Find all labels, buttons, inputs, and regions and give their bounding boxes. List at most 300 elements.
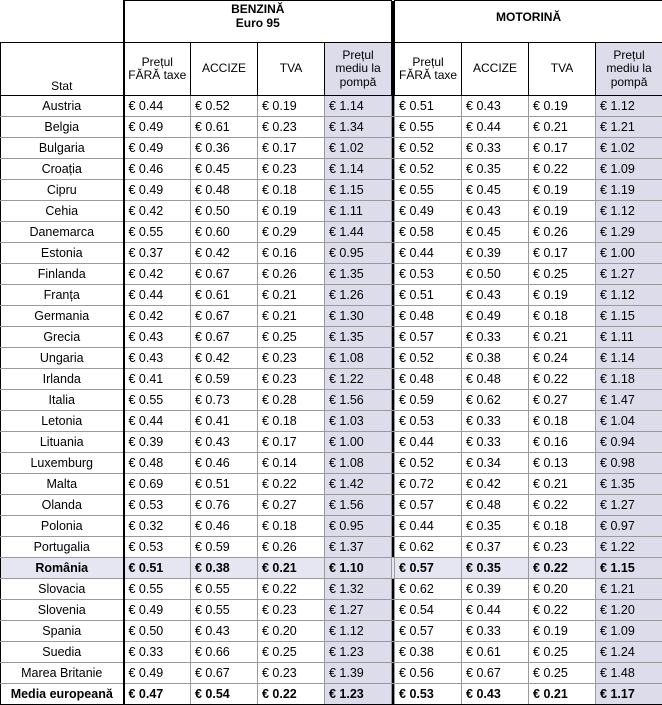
header-line: pompă [325, 76, 391, 90]
benzina-pret-mediu-cell: € 1.10 [325, 558, 392, 579]
benzina-tva-cell: € 0.23 [258, 159, 325, 180]
benzina-pret-mediu-cell: € 1.11 [325, 201, 392, 222]
motorina-pret-fara-taxe-cell: € 0.49 [395, 201, 462, 222]
benzina-accize-cell: € 0.42 [191, 243, 258, 264]
motorina-tva-cell: € 0.21 [529, 684, 596, 705]
country-name: Malta [1, 474, 124, 495]
motorina-pret-mediu-cell: € 1.24 [596, 642, 662, 663]
motorina-pret-fara-taxe-cell: € 0.52 [395, 138, 462, 159]
benzina-tva-cell: € 0.25 [258, 642, 325, 663]
benzina-accize-cell: € 0.59 [191, 537, 258, 558]
benzina-pret-fara-taxe-cell: € 0.53 [124, 495, 191, 516]
motorina-accize-header: ACCIZE [462, 43, 529, 96]
motorina-tva-cell: € 0.19 [529, 285, 596, 306]
table-row [1, 516, 662, 537]
motorina-tva-cell: € 0.21 [529, 474, 596, 495]
motorina-accize-cell: € 0.43 [462, 201, 529, 222]
country-name: Letonia [1, 411, 124, 432]
country-name: Grecia [1, 327, 124, 348]
benzina-tva-cell: € 0.27 [258, 495, 325, 516]
benzina-pret-mediu-cell: € 1.00 [325, 432, 392, 453]
motorina-pret-fara-taxe-cell: € 0.59 [395, 390, 462, 411]
benzina-pret-fara-taxe-cell: € 0.44 [124, 411, 191, 432]
motorina-pret-fara-taxe-cell: € 0.44 [395, 432, 462, 453]
motorina-tva-cell: € 0.24 [529, 348, 596, 369]
benzina-pret-mediu-cell: € 1.02 [325, 138, 392, 159]
motorina-accize-cell: € 0.43 [462, 96, 529, 117]
motorina-tva-cell: € 0.21 [529, 117, 596, 138]
header-line: Prețul [325, 49, 391, 63]
motorina-pret-fara-taxe-cell: € 0.38 [395, 642, 462, 663]
motorina-accize-cell: € 0.48 [462, 369, 529, 390]
table-row [1, 264, 662, 285]
motorina-accize-cell: € 0.43 [462, 684, 529, 705]
country-name: Luxemburg [1, 453, 124, 474]
motorina-accize-cell: € 0.38 [462, 348, 529, 369]
motorina-pret-mediu-cell: € 0.97 [596, 516, 662, 537]
benzina-pret-mediu-cell: € 1.37 [325, 537, 392, 558]
benzina-tva-cell: € 0.28 [258, 390, 325, 411]
motorina-accize-cell: € 0.35 [462, 159, 529, 180]
benzina-pret-mediu-cell: € 1.39 [325, 663, 392, 684]
benzina-tva-cell: € 0.17 [258, 138, 325, 159]
motorina-tva-cell: € 0.25 [529, 264, 596, 285]
benzina-pret-fara-taxe-cell: € 0.49 [124, 180, 191, 201]
table-row [1, 138, 662, 159]
motorina-accize-cell: € 0.62 [462, 390, 529, 411]
benzina-pret-fara-taxe-cell: € 0.42 [124, 306, 191, 327]
benzina-accize-cell: € 0.67 [191, 264, 258, 285]
motorina-tva-cell: € 0.26 [529, 222, 596, 243]
motorina-accize-cell: € 0.35 [462, 516, 529, 537]
benzina-pret-fara-taxe-cell: € 0.44 [124, 96, 191, 117]
benzina-pret-mediu-cell: € 1.15 [325, 180, 392, 201]
benzina-pret-mediu-cell: € 1.35 [325, 264, 392, 285]
motorina-pret-fara-taxe-cell: € 0.53 [395, 411, 462, 432]
motorina-pret-mediu-cell: € 1.17 [596, 684, 662, 705]
motorina-tva-cell: € 0.22 [529, 600, 596, 621]
motorina-tva-cell: € 0.19 [529, 180, 596, 201]
header-line: pompă [596, 76, 662, 90]
benzina-pret-fara-taxe-cell: € 0.43 [124, 327, 191, 348]
country-name: Marea Britanie [1, 663, 124, 684]
benzina-accize-cell: € 0.36 [191, 138, 258, 159]
benzina-accize-cell: € 0.54 [191, 684, 258, 705]
table-row [1, 117, 662, 138]
table-row [1, 579, 662, 600]
header-line: FĂRĂ taxe [395, 69, 461, 83]
motorina-tva-cell: € 0.25 [529, 642, 596, 663]
benzina-pret-mediu-cell: € 1.26 [325, 285, 392, 306]
table-row [1, 306, 662, 327]
benzina-tva-cell: € 0.22 [258, 579, 325, 600]
motorina-pret-fara-taxe-cell: € 0.58 [395, 222, 462, 243]
benzina-pret-fara-taxe-cell: € 0.55 [124, 390, 191, 411]
benzina-title: BENZINĂ [125, 2, 392, 16]
motorina-tva-cell: € 0.22 [529, 159, 596, 180]
benzina-tva-cell: € 0.22 [258, 684, 325, 705]
table-body [1, 96, 662, 705]
table-row [1, 348, 662, 369]
motorina-pret-mediu-cell: € 1.29 [596, 222, 662, 243]
motorina-tva-cell: € 0.18 [529, 411, 596, 432]
benzina-accize-cell: € 0.55 [191, 579, 258, 600]
benzina-tva-cell: € 0.23 [258, 663, 325, 684]
motorina-tva-cell: € 0.20 [529, 579, 596, 600]
motorina-tva-cell: € 0.19 [529, 96, 596, 117]
motorina-pret-fara-taxe-cell: € 0.54 [395, 600, 462, 621]
benzina-pret-mediu-cell: € 1.42 [325, 474, 392, 495]
benzina-pret-fara-taxe-cell: € 0.43 [124, 348, 191, 369]
benzina-tva-cell: € 0.18 [258, 411, 325, 432]
benzina-tva-cell: € 0.21 [258, 558, 325, 579]
motorina-accize-cell: € 0.44 [462, 600, 529, 621]
benzina-pret-mediu-cell: € 1.35 [325, 327, 392, 348]
motorina-pret-fara-taxe-header [395, 43, 462, 96]
benzina-accize-cell: € 0.48 [191, 180, 258, 201]
motorina-pret-fara-taxe-cell: € 0.72 [395, 474, 462, 495]
table-row [1, 495, 662, 516]
table-row [1, 474, 662, 495]
country-name: Lituania [1, 432, 124, 453]
country-name: Estonia [1, 243, 124, 264]
table-row [1, 663, 662, 684]
empty-corner [1, 1, 124, 43]
benzina-pret-mediu-cell: € 1.08 [325, 453, 392, 474]
motorina-accize-cell: € 0.50 [462, 264, 529, 285]
country-name: Slovenia [1, 600, 124, 621]
benzina-tva-cell: € 0.26 [258, 264, 325, 285]
motorina-tva-cell: € 0.22 [529, 558, 596, 579]
motorina-tva-cell: € 0.17 [529, 138, 596, 159]
benzina-accize-cell: € 0.41 [191, 411, 258, 432]
motorina-pret-fara-taxe-cell: € 0.62 [395, 579, 462, 600]
motorina-pret-fara-taxe-cell: € 0.48 [395, 369, 462, 390]
motorina-title: MOTORINĂ [395, 10, 662, 24]
motorina-accize-cell: € 0.33 [462, 621, 529, 642]
motorina-pret-fara-taxe-cell: € 0.51 [395, 96, 462, 117]
header-line: mediu la [325, 62, 391, 76]
table-row [1, 600, 662, 621]
motorina-pret-fara-taxe-cell: € 0.52 [395, 348, 462, 369]
benzina-tva-cell: € 0.18 [258, 180, 325, 201]
benzina-pret-fara-taxe-cell: € 0.33 [124, 642, 191, 663]
benzina-accize-cell: € 0.67 [191, 306, 258, 327]
benzina-accize-cell: € 0.38 [191, 558, 258, 579]
benzina-accize-cell: € 0.42 [191, 348, 258, 369]
benzina-tva-cell: € 0.21 [258, 285, 325, 306]
header-line: Prețul [395, 56, 461, 70]
table-row [1, 201, 662, 222]
table-row [1, 180, 662, 201]
benzina-accize-cell: € 0.50 [191, 201, 258, 222]
benzina-tva-cell: € 0.17 [258, 432, 325, 453]
header-line: Prețul [596, 49, 662, 63]
benzina-pret-fara-taxe-cell: € 0.49 [124, 663, 191, 684]
benzina-pret-mediu-cell: € 1.22 [325, 369, 392, 390]
motorina-pret-fara-taxe-cell: € 0.48 [395, 306, 462, 327]
motorina-accize-cell: € 0.35 [462, 558, 529, 579]
benzina-accize-cell: € 0.51 [191, 474, 258, 495]
benzina-tva-cell: € 0.19 [258, 96, 325, 117]
motorina-pret-fara-taxe-cell: € 0.57 [395, 495, 462, 516]
motorina-group-header [395, 1, 662, 43]
motorina-accize-cell: € 0.33 [462, 138, 529, 159]
benzina-pret-mediu-cell: € 1.27 [325, 600, 392, 621]
benzina-accize-cell: € 0.60 [191, 222, 258, 243]
motorina-tva-cell: € 0.16 [529, 432, 596, 453]
benzina-pret-mediu-cell: € 1.56 [325, 495, 392, 516]
benzina-accize-cell: € 0.43 [191, 621, 258, 642]
motorina-pret-mediu-cell: € 1.14 [596, 348, 662, 369]
motorina-tva-cell: € 0.22 [529, 495, 596, 516]
motorina-tva-cell: € 0.23 [529, 537, 596, 558]
benzina-pret-mediu-cell: € 1.44 [325, 222, 392, 243]
benzina-pret-fara-taxe-cell: € 0.69 [124, 474, 191, 495]
table-row [1, 411, 662, 432]
motorina-pret-mediu-cell: € 1.19 [596, 180, 662, 201]
benzina-tva-cell: € 0.22 [258, 474, 325, 495]
table-row [1, 621, 662, 642]
country-name: Austria [1, 96, 124, 117]
motorina-accize-cell: € 0.48 [462, 495, 529, 516]
table-row [1, 159, 662, 180]
motorina-pret-mediu-cell: € 0.94 [596, 432, 662, 453]
benzina-accize-cell: € 0.67 [191, 663, 258, 684]
motorina-pret-mediu-cell: € 1.12 [596, 96, 662, 117]
country-name: Suedia [1, 642, 124, 663]
country-name: Ungaria [1, 348, 124, 369]
table-row [1, 222, 662, 243]
benzina-accize-cell: € 0.43 [191, 432, 258, 453]
benzina-pret-fara-taxe-cell: € 0.49 [124, 600, 191, 621]
motorina-pret-fara-taxe-cell: € 0.44 [395, 516, 462, 537]
benzina-accize-cell: € 0.59 [191, 369, 258, 390]
benzina-pret-fara-taxe-header [124, 43, 191, 96]
country-name: România [1, 558, 124, 579]
benzina-tva-cell: € 0.23 [258, 348, 325, 369]
motorina-pret-fara-taxe-cell: € 0.57 [395, 327, 462, 348]
country-name: Bulgaria [1, 138, 124, 159]
benzina-tva-cell: € 0.25 [258, 327, 325, 348]
benzina-pret-mediu-cell: € 1.23 [325, 684, 392, 705]
motorina-pret-mediu-cell: € 1.22 [596, 537, 662, 558]
motorina-accize-cell: € 0.33 [462, 327, 529, 348]
table-row [1, 432, 662, 453]
motorina-pret-mediu-cell: € 1.11 [596, 327, 662, 348]
benzina-accize-cell: € 0.46 [191, 453, 258, 474]
motorina-pret-mediu-cell: € 1.27 [596, 495, 662, 516]
motorina-pret-fara-taxe-cell: € 0.52 [395, 453, 462, 474]
benzina-tva-cell: € 0.23 [258, 369, 325, 390]
benzina-accize-cell: € 0.52 [191, 96, 258, 117]
benzina-pret-mediu-cell: € 1.23 [325, 642, 392, 663]
benzina-pret-fara-taxe-cell: € 0.55 [124, 579, 191, 600]
motorina-accize-cell: € 0.33 [462, 432, 529, 453]
benzina-tva-cell: € 0.14 [258, 453, 325, 474]
benzina-pret-fara-taxe-cell: € 0.32 [124, 516, 191, 537]
motorina-tva-cell: € 0.22 [529, 369, 596, 390]
benzina-tva-cell: € 0.18 [258, 516, 325, 537]
motorina-pret-fara-taxe-cell: € 0.56 [395, 663, 462, 684]
benzina-tva-cell: € 0.19 [258, 201, 325, 222]
table-row [1, 327, 662, 348]
benzina-pret-mediu-cell: € 0.95 [325, 516, 392, 537]
motorina-accize-cell: € 0.43 [462, 285, 529, 306]
country-name: Portugalia [1, 537, 124, 558]
benzina-pret-mediu-cell: € 1.56 [325, 390, 392, 411]
benzina-pret-fara-taxe-cell: € 0.37 [124, 243, 191, 264]
country-name: Irlanda [1, 369, 124, 390]
benzina-pret-mediu-cell: € 1.14 [325, 159, 392, 180]
benzina-tva-cell: € 0.29 [258, 222, 325, 243]
country-name: Spania [1, 621, 124, 642]
motorina-pret-mediu-cell: € 1.21 [596, 117, 662, 138]
country-name: Slovacia [1, 579, 124, 600]
benzina-accize-cell: € 0.61 [191, 117, 258, 138]
motorina-tva-cell: € 0.27 [529, 390, 596, 411]
motorina-pret-mediu-cell: € 1.09 [596, 159, 662, 180]
benzina-pret-fara-taxe-cell: € 0.49 [124, 117, 191, 138]
table-row [1, 453, 662, 474]
motorina-pret-mediu-header [596, 43, 662, 96]
motorina-accize-cell: € 0.61 [462, 642, 529, 663]
table-row [1, 243, 662, 264]
benzina-group-header [124, 1, 392, 43]
country-name: Franța [1, 285, 124, 306]
header-line: mediu la [596, 62, 662, 76]
motorina-pret-fara-taxe-cell: € 0.44 [395, 243, 462, 264]
motorina-pret-mediu-cell: € 1.20 [596, 600, 662, 621]
benzina-pret-mediu-cell: € 1.32 [325, 579, 392, 600]
motorina-tva-cell: € 0.18 [529, 306, 596, 327]
benzina-pret-fara-taxe-cell: € 0.44 [124, 285, 191, 306]
benzina-pret-mediu-cell: € 1.12 [325, 621, 392, 642]
motorina-pret-mediu-cell: € 1.12 [596, 201, 662, 222]
motorina-pret-fara-taxe-cell: € 0.51 [395, 285, 462, 306]
motorina-tva-cell: € 0.19 [529, 621, 596, 642]
country-name: Belgia [1, 117, 124, 138]
motorina-accize-cell: € 0.33 [462, 411, 529, 432]
country-name: Italia [1, 390, 124, 411]
motorina-pret-fara-taxe-cell: € 0.57 [395, 621, 462, 642]
motorina-pret-mediu-cell: € 1.15 [596, 558, 662, 579]
motorina-accize-cell: € 0.67 [462, 663, 529, 684]
benzina-subtitle: Euro 95 [125, 16, 392, 30]
benzina-pret-mediu-cell: € 1.30 [325, 306, 392, 327]
motorina-tva-cell: € 0.19 [529, 201, 596, 222]
benzina-pret-fara-taxe-cell: € 0.47 [124, 684, 191, 705]
benzina-pret-fara-taxe-cell: € 0.42 [124, 201, 191, 222]
country-name: Cipru [1, 180, 124, 201]
motorina-accize-cell: € 0.49 [462, 306, 529, 327]
motorina-accize-cell: € 0.42 [462, 474, 529, 495]
motorina-tva-header: TVA [529, 43, 596, 96]
table-row [1, 285, 662, 306]
motorina-pret-mediu-cell: € 1.18 [596, 369, 662, 390]
benzina-pret-mediu-cell: € 0.95 [325, 243, 392, 264]
motorina-pret-mediu-cell: € 1.35 [596, 474, 662, 495]
table-row [1, 537, 662, 558]
motorina-pret-fara-taxe-cell: € 0.57 [395, 558, 462, 579]
motorina-accize-cell: € 0.34 [462, 453, 529, 474]
benzina-pret-mediu-cell: € 1.03 [325, 411, 392, 432]
benzina-accize-header: ACCIZE [191, 43, 258, 96]
benzina-tva-cell: € 0.26 [258, 537, 325, 558]
motorina-tva-cell: € 0.18 [529, 516, 596, 537]
header-line: FĂRĂ taxe [125, 69, 191, 83]
benzina-pret-mediu-cell: € 1.34 [325, 117, 392, 138]
country-name: Germania [1, 306, 124, 327]
table-row [1, 96, 662, 117]
motorina-pret-mediu-cell: € 1.04 [596, 411, 662, 432]
country-name: Finlanda [1, 264, 124, 285]
benzina-accize-cell: € 0.55 [191, 600, 258, 621]
benzina-accize-cell: € 0.66 [191, 642, 258, 663]
motorina-pret-mediu-cell: € 1.12 [596, 285, 662, 306]
highlighted-table-row [1, 558, 662, 579]
benzina-tva-cell: € 0.23 [258, 117, 325, 138]
motorina-pret-fara-taxe-cell: € 0.53 [395, 264, 462, 285]
motorina-accize-cell: € 0.44 [462, 117, 529, 138]
motorina-pret-fara-taxe-cell: € 0.55 [395, 117, 462, 138]
motorina-pret-mediu-cell: € 1.21 [596, 579, 662, 600]
motorina-accize-cell: € 0.45 [462, 180, 529, 201]
table-row [1, 642, 662, 663]
benzina-pret-fara-taxe-cell: € 0.49 [124, 138, 191, 159]
benzina-pret-fara-taxe-cell: € 0.50 [124, 621, 191, 642]
country-name: Polonia [1, 516, 124, 537]
motorina-accize-cell: € 0.37 [462, 537, 529, 558]
motorina-tva-cell: € 0.21 [529, 327, 596, 348]
benzina-pret-mediu-cell: € 1.08 [325, 348, 392, 369]
benzina-accize-cell: € 0.46 [191, 516, 258, 537]
benzina-accize-cell: € 0.61 [191, 285, 258, 306]
benzina-tva-cell: € 0.23 [258, 600, 325, 621]
benzina-accize-cell: € 0.67 [191, 327, 258, 348]
benzina-pret-fara-taxe-cell: € 0.53 [124, 537, 191, 558]
table-row [1, 390, 662, 411]
header-line: Prețul [125, 56, 191, 70]
motorina-pret-mediu-cell: € 1.00 [596, 243, 662, 264]
motorina-pret-fara-taxe-cell: € 0.55 [395, 180, 462, 201]
average-row [1, 684, 662, 705]
benzina-pret-fara-taxe-cell: € 0.55 [124, 222, 191, 243]
table-row [1, 369, 662, 390]
motorina-pret-mediu-cell: € 1.48 [596, 663, 662, 684]
benzina-tva-cell: € 0.20 [258, 621, 325, 642]
benzina-accize-cell: € 0.76 [191, 495, 258, 516]
benzina-tva-cell: € 0.21 [258, 306, 325, 327]
motorina-tva-cell: € 0.17 [529, 243, 596, 264]
country-name: Danemarca [1, 222, 124, 243]
motorina-pret-mediu-cell: € 1.27 [596, 264, 662, 285]
benzina-pret-fara-taxe-cell: € 0.48 [124, 453, 191, 474]
motorina-pret-fara-taxe-cell: € 0.62 [395, 537, 462, 558]
motorina-pret-mediu-cell: € 0.98 [596, 453, 662, 474]
motorina-pret-mediu-cell: € 1.09 [596, 621, 662, 642]
motorina-tva-cell: € 0.13 [529, 453, 596, 474]
country-name: Media europeană [1, 684, 124, 705]
motorina-pret-mediu-cell: € 1.47 [596, 390, 662, 411]
stat-column-header: Stat [1, 43, 124, 96]
motorina-tva-cell: € 0.25 [529, 663, 596, 684]
benzina-tva-header: TVA [258, 43, 325, 96]
benzina-accize-cell: € 0.45 [191, 159, 258, 180]
motorina-accize-cell: € 0.45 [462, 222, 529, 243]
motorina-pret-mediu-cell: € 1.15 [596, 306, 662, 327]
benzina-pret-fara-taxe-cell: € 0.51 [124, 558, 191, 579]
